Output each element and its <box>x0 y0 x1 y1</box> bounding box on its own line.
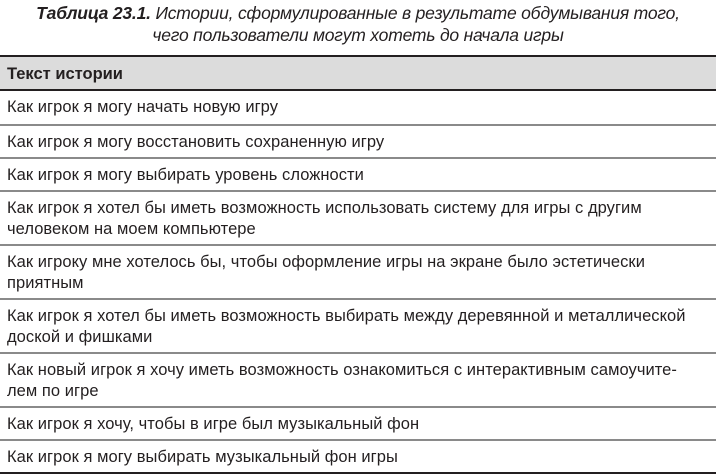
row-text-continued: доской и фишками <box>7 328 153 346</box>
row-text-continued: приятным <box>7 274 84 292</box>
table-caption <box>0 0 716 46</box>
row-text: Как игрок я могу восстановить сохраненную игру <box>7 133 385 151</box>
row-text: Как игрок я хотел бы иметь возможность использовать систему для игры с другим <box>7 199 642 217</box>
row-text: Как игрок я могу выбирать уровень сложности <box>7 166 364 184</box>
table-header: Текст истории <box>0 57 716 91</box>
row-text: Как игрок я хотел бы иметь возможность выбирать между деревянной и металлической <box>7 307 686 325</box>
table-row <box>0 244 716 298</box>
table-row <box>0 406 716 439</box>
row-text: Как игрок я могу выбирать музыкальный фон игры <box>7 448 398 466</box>
caption-label: Таблица 23.1. <box>36 3 151 23</box>
table-row <box>0 352 716 406</box>
row-text-continued: человеком на моем компьютере <box>7 220 256 238</box>
stories-table <box>0 55 716 474</box>
table-row <box>0 298 716 352</box>
caption-line-1 <box>0 2 716 24</box>
table-body <box>0 91 716 472</box>
row-text-continued: лем по игре <box>7 382 99 400</box>
table-row <box>0 439 716 472</box>
table-row <box>0 190 716 244</box>
row-text: Как игроку мне хотелось бы, чтобы оформление игры на экране было эстетически <box>7 253 645 271</box>
row-text: Как игрок я могу начать новую игру <box>7 98 279 116</box>
row-text: Как новый игрок я хочу иметь возможность ознакомиться с интерактивным самоучите- <box>7 361 677 379</box>
table-row <box>0 91 716 124</box>
table-row <box>0 124 716 157</box>
table-row <box>0 157 716 190</box>
row-text: Как игрок я хочу, чтобы в игре был музыкальный фон <box>7 415 420 433</box>
caption-text-1: Истории, сформулированные в результате обдумывания того, <box>155 3 680 23</box>
caption-line-2: чего пользователи могут хотеть до начала игры <box>152 25 564 45</box>
